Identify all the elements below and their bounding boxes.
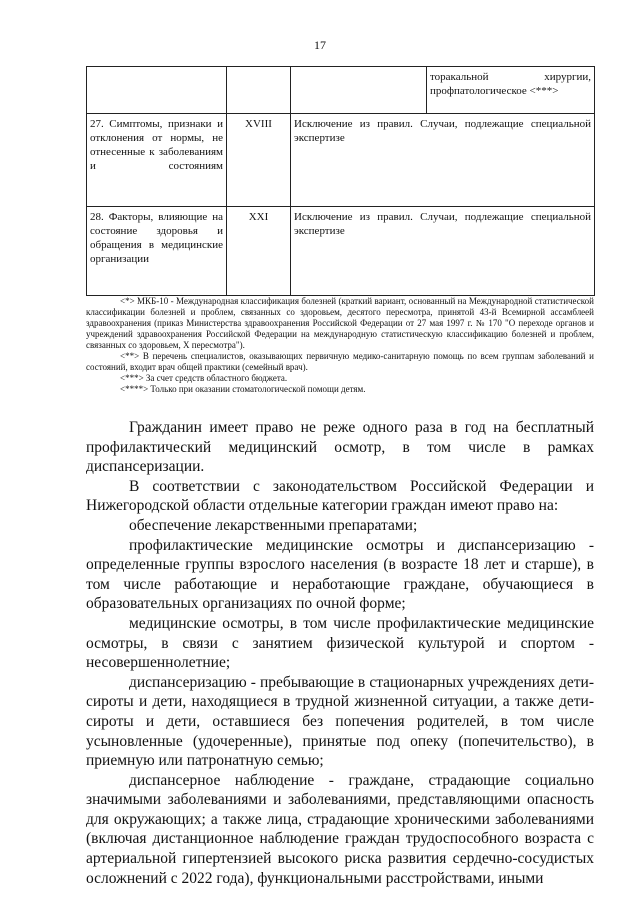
table-cell [291,67,427,114]
footnote: <**> В перечень специалистов, оказывающих первичную медико-санитарную помощь по всем группам заболеваний и состояний, входит врач общей практики (семейный врач). [86,351,594,372]
footnotes [86,296,594,395]
list-item: профилактические медицинские осмотры и диспансеризацию - определенные группы взрослого населения (в возрасте 18 лет и старше), в том числе работающие и неработающие граждане, обучающиеся в образовательных организациях по очной форме; [86,536,594,613]
list-item: диспансерное наблюдение - граждане, страдающие социально значимыми заболеваниями и заболеваниями, представляющими опасность для окружающих; а также лица, страдающие хроническими заболеваниями (включая дистанционное наблюдение граждан трудоспособного возраста с артериальной гипертензией высокого риска развития сердечно-сосудистых осложнений с 2022 года), функциональными расстройствами, иными [86,771,594,887]
paragraph: Гражданин имеет право не реже одного раза в год на бесплатный профилактический медицинский осмотр, в том числе в рамках диспансеризации. [86,419,594,476]
rule-cell: Исключение из правил. Случаи, подлежащие специальной экспертизе [291,207,595,296]
paragraph: В соответствии с законодательством Российской Федерации и Нижегородской области отдельные категории граждан имеют право на: [86,477,594,515]
table-cell [87,67,227,114]
classification-table [86,66,595,296]
table-cell [427,67,595,114]
page-number: 17 [314,38,326,52]
footnote: <*> МКБ-10 - Международная классификация болезней (краткий вариант, основанный на Международной статистической классификации болезней и проблем, связанных со здоровьем, десятого пересмотра, принятой 43-й Всемирной ассамблеей здравоохранения (приказ Министерства здравоохранения Российской Федерации от 27 мая 1997 г. № 170 "О переходе органов и учреждений здравоохранения Российской Федерации на международную статистическую классификацию болезней и проблем, связанных со здоровьем, X пересмотра"). [86,296,594,350]
footnote: <***> За счет средств областного бюджета. [120,373,288,383]
disease-class-name: 27. Симптомы, признаки и отклонения от нормы, не отнесенные к заболеваниям и состояниям [87,114,227,207]
continued-cell-text: торакальной хирургии, профпатологическое <***> [430,71,591,97]
table-row [87,67,595,114]
body-text [86,418,594,888]
disease-class-name: 28. Факторы, влияющие на состояние здоровья и обращения в медицинские организации [87,207,227,296]
table-cell [227,67,291,114]
table-row [87,207,595,296]
footnote: <****> Только при оказании стоматологической помощи детям. [120,384,366,394]
disease-class-code: XVIII [227,114,291,207]
list-item: медицинские осмотры, в том числе профилактические медицинские осмотры, в связи с занятием физической культурой и спортом - несовершеннолетние; [86,614,594,672]
rule-cell: Исключение из правил. Случаи, подлежащие специальной экспертизе [291,114,595,207]
list-item: обеспечение лекарственными препаратами; [129,516,418,534]
list-item: диспансеризацию - пребывающие в стационарных учреждениях дети-сироты и дети, находящиеся в трудной жизненной ситуации, а также дети-сироты и дети, оставшиеся без попечения родителей, в том числе усыновленные (удочеренные), принятые под опеку (попечительство), в приемную или патронатную семью; [86,673,594,770]
disease-class-code: XXI [227,207,291,296]
table-row [87,114,595,207]
